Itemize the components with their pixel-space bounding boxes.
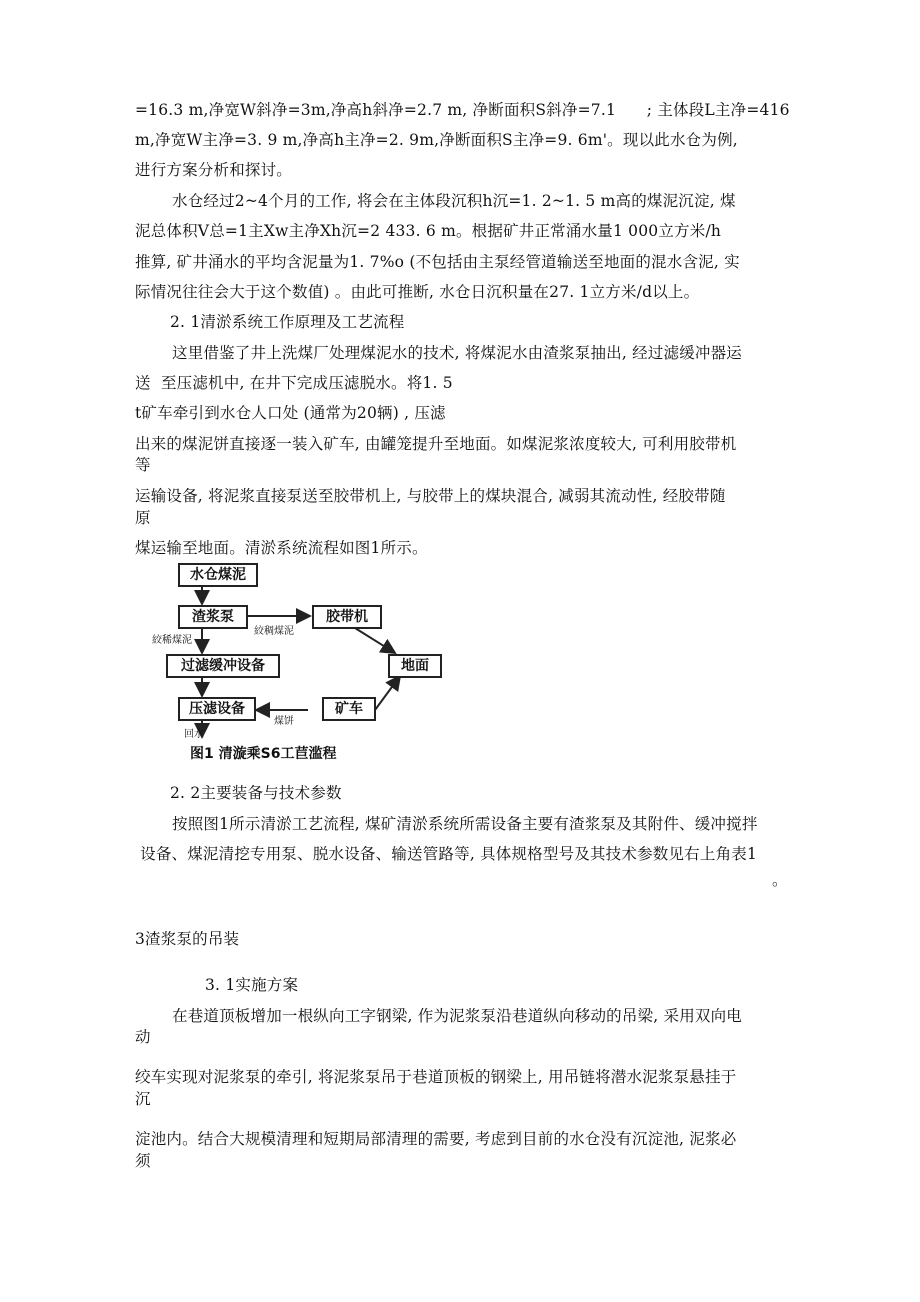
- node-mine-car: 矿车: [322, 697, 376, 721]
- figure-caption: 图1 清漩乘S6工苣滥程: [190, 746, 337, 762]
- text-line: =16.3 m,净宽W斜净=3m,净高h斜净=2.7 m, 净断面积S斜净=7.1 ; 主体段L主净=416: [135, 101, 790, 119]
- text-line: 动: [135, 1028, 151, 1046]
- section-heading: 2. 1清淤系统工作原理及工艺流程: [170, 313, 405, 331]
- text-line: 等: [135, 456, 151, 474]
- node-ground: 地面: [388, 654, 442, 678]
- section-heading: 2. 2主要装备与技术参数: [170, 784, 342, 802]
- flowchart-figure: [150, 555, 450, 765]
- text-line: 进行方案分析和探讨。: [135, 161, 293, 179]
- edge-label-return-water: 回水: [184, 729, 204, 740]
- text-line: 泥总体积V总=1主Xw主净Xh沉=2 433. 6 m。根据矿井正常涌水量1 000立方米/h: [135, 222, 722, 240]
- section-heading: 3. 1实施方案: [205, 976, 299, 994]
- text-line: 绞车实现对泥浆泵的牵引, 将泥浆泵吊于巷道顶板的钢梁上, 用吊链将潜水泥浆泵悬挂于: [135, 1068, 737, 1086]
- text-line: 水仓经过2~4个月的工作, 将会在主体段沉积h沉=1. 2~1. 5 m高的煤泥沉淀, 煤: [172, 192, 736, 210]
- text-line: 沉: [135, 1090, 151, 1108]
- node-water-sump-sludge: 水仓煤泥: [178, 563, 258, 587]
- node-filter-press: 压滤设备: [178, 697, 256, 721]
- edge-label-stirred-sludge-right: 絞稠煤泥: [254, 626, 294, 637]
- text-line: 淀池内。结合大规模清理和短期局部清理的需要, 考虑到目前的水仓没有沉淀池, 泥浆必: [135, 1130, 737, 1148]
- text-line: t矿车牵引到水仓人口处 (通常为20辆) , 压滤: [135, 404, 446, 422]
- text-line: 际情况往往会大于这个数值) 。由此可推断, 水仓日沉积量在27. 1立方米/d以上。: [135, 283, 700, 301]
- text-line: 煤运输至地面。清淤系统流程如图1所示。: [135, 539, 428, 557]
- edge-label-filter-cake: 煤饼: [274, 716, 294, 727]
- text-line: 设备、煤泥清挖专用泵、脱水设备、输送管路等, 具体规格型号及其技术参数见右上角表1: [135, 845, 758, 863]
- text-line: 。: [772, 871, 788, 889]
- text-line: m,净宽W主净=3. 9 m,净高h主净=2. 9m,净断面积S主净=9. 6m'。现以此水仓为例,: [135, 131, 738, 149]
- text-line: 送 至压滤机中, 在井下完成压滤脱水。将1. 5: [135, 374, 453, 392]
- edge-label-stirred-sludge-left: 絞稀煤泥: [152, 635, 192, 646]
- text-line: 原: [135, 509, 151, 527]
- node-slurry-pump: 渣浆泵: [178, 605, 248, 629]
- text-line: 推算, 矿井涌水的平均含泥量为1. 7%o (不包括由主泵经管道输送至地面的混水含泥, 实: [135, 253, 740, 271]
- text-line: 按照图1所示清淤工艺流程, 煤矿清淤系统所需设备主要有渣浆泵及其附件、缓冲搅拌: [172, 815, 758, 833]
- text-line: 这里借鉴了井上洗煤厂处理煤泥水的技术, 将煤泥水由渣浆泵抽出, 经过滤缓冲器运: [172, 344, 743, 362]
- text-line: 在巷道顶板增加一根纵向工字钢梁, 作为泥浆泵沿巷道纵向移动的吊梁, 采用双向电: [172, 1007, 743, 1025]
- node-filter-buffer: 过滤缓冲设备: [166, 654, 280, 678]
- chapter-heading: 3渣浆泵的吊装: [135, 930, 240, 948]
- text-line: 运输设备, 将泥浆直接泵送至胶带机上, 与胶带上的煤块混合, 减弱其流动性, 经胶带随: [135, 487, 726, 505]
- text-line: 须: [135, 1152, 151, 1170]
- node-belt-conveyor: 胶带机: [312, 605, 382, 629]
- text-line: 出来的煤泥饼直接逐一装入矿车, 由罐笼提升至地面。如煤泥浆浓度较大, 可利用胶带机: [135, 435, 737, 453]
